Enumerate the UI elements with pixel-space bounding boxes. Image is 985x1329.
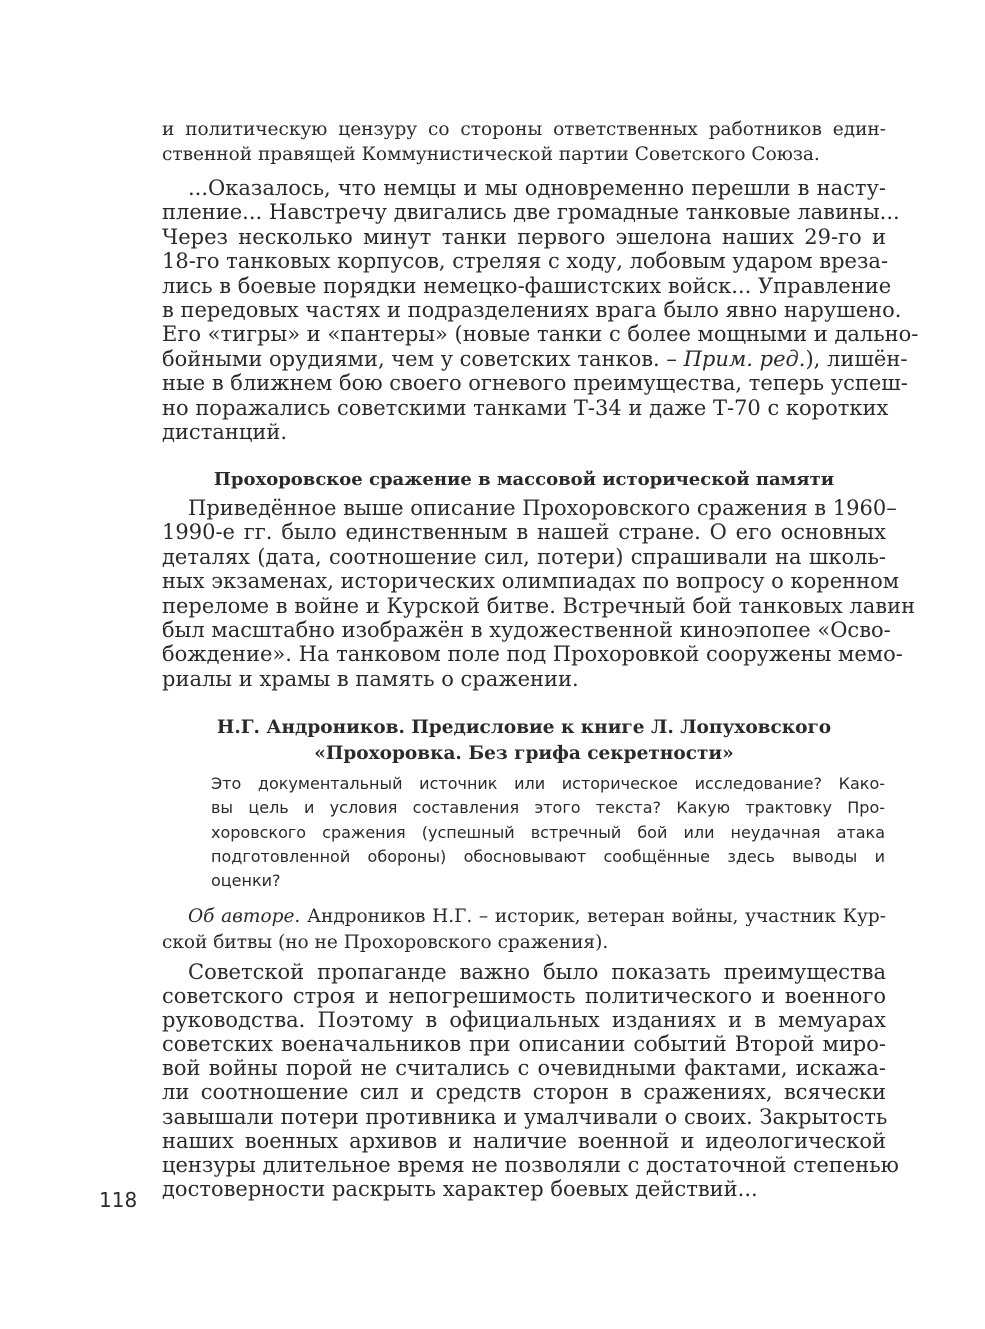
text-line: ных экзаменах, исторических олимпиадах по вопросу о коренном (162, 569, 900, 594)
question-line: Это документальный источник или историческое исследование? Како- (211, 774, 885, 793)
source-heading-line: Н.Г. Андроников. Предисловие к книге Л. Лопуховского (216, 717, 832, 738)
text-line: Советской пропаганде важно было показать преимущества (188, 960, 886, 984)
text-line: риалы и храмы в память о сражении. (162, 666, 579, 691)
author-note (162, 904, 886, 955)
text-line: советского строя и непогрешимость политического и военного (162, 984, 886, 1009)
text-line: ные в ближнем бою своего огневого преимущества, теперь успеш- (162, 371, 908, 396)
question-line: хоровского сражения (успешный встречный бой или неудачная атака (211, 822, 885, 842)
text-line (162, 346, 908, 371)
text-line: дистанций. (162, 420, 287, 445)
source-heading (162, 715, 886, 767)
text-line: ли соотношение сил и средств сторон в сражениях, всячески (162, 1080, 886, 1105)
text-line: завышали потери противника и умалчивали о своих. Закрытость (162, 1104, 888, 1129)
section-heading: Прохоровское сражение в массовой исторической памяти (213, 469, 835, 490)
text-line (162, 904, 886, 930)
text-line: достоверности раскрыть характер боевых действий... (162, 1176, 758, 1201)
text-line: Приведённое выше описание Прохоровского сражения в 1960– (188, 496, 897, 520)
text-fragment: Андроников Н.Г. – историк, ветеран войны, участник Кур- (300, 906, 886, 927)
text-line: вой войны порой не считались с очевидными фактами, искажа- (162, 1056, 886, 1081)
text-line: Его «тигры» и «пантеры» (новые танки с более мощными и дально- (162, 322, 919, 347)
text-fragment: ), лишён- (805, 346, 908, 371)
text-line: советских военачальников при описании событий Второй миро- (162, 1032, 886, 1057)
text-line: ...Оказалось, что немцы и мы одновременно перешли в насту- (188, 176, 886, 200)
source-text (162, 960, 899, 1201)
text-fragment: бойными орудиями, чем у советских танков. – (162, 346, 684, 371)
question-line: оценки? (211, 871, 281, 891)
text-line: в передовых частях и подразделениях врага было явно нарушено. (162, 298, 902, 323)
text-line: цензуры длительное время не позволяли с достаточной степенью (162, 1152, 899, 1177)
text-line: бождение». На танковом поле под Прохоровкой сооружены мемо- (162, 642, 903, 667)
text-line: 18-го танковых корпусов, стреляя с ходу, лобовым ударом вреза- (162, 249, 889, 274)
page-number: 118 (99, 1188, 138, 1212)
text-line: но поражались советскими танками Т-34 и даже Т-70 с коротких (162, 395, 889, 420)
text-line: наших военных архивов и наличие военной и идеологической (162, 1128, 886, 1153)
text-line: был масштабно изображён в художественной киноэпопее «Осво- (162, 618, 891, 643)
author-label: Об авторе. (188, 906, 301, 927)
text-line: ской битвы (но не Прохоровского сражения). (162, 931, 609, 953)
source-heading-line: «Прохоровка. Без грифа секретности» (314, 743, 734, 764)
question-line: вы цель и условия составления этого текста? Какую трактовку Про- (211, 798, 885, 818)
question-line: подготовленной обороны) обосновывают сообщённые здесь выводы и (211, 846, 885, 866)
question-block (211, 772, 885, 893)
quote-paragraph (162, 176, 919, 445)
text-line: и политическую цензуру со стороны ответственных работников един- (162, 119, 886, 140)
text-line: переломе в войне и Курской битве. Встречный бой танковых лавин (162, 593, 916, 618)
editor-note: Прим. ред. (683, 346, 806, 371)
text-line: деталях (дата, соотношение сил, потери) спрашивали на школь- (162, 544, 886, 569)
text-line: руководства. Поэтому в официальных изданиях и в мемуарах (162, 1008, 886, 1033)
text-line: пление... Навстречу двигались две громадные танковые лавины... (162, 200, 900, 225)
text-line: ственной правящей Коммунистической партии Советского Союза. (162, 144, 820, 165)
text-line: 1990-е гг. было единственным в нашей стране. О его основных (162, 520, 886, 545)
text-line: лись в боевые порядки немецко-фашистских войск... Управление (162, 273, 892, 298)
text-line: Через несколько минут танки первого эшелона наших 29-го и (162, 224, 886, 249)
intro-paragraph (162, 117, 886, 167)
memory-paragraph (162, 496, 916, 691)
